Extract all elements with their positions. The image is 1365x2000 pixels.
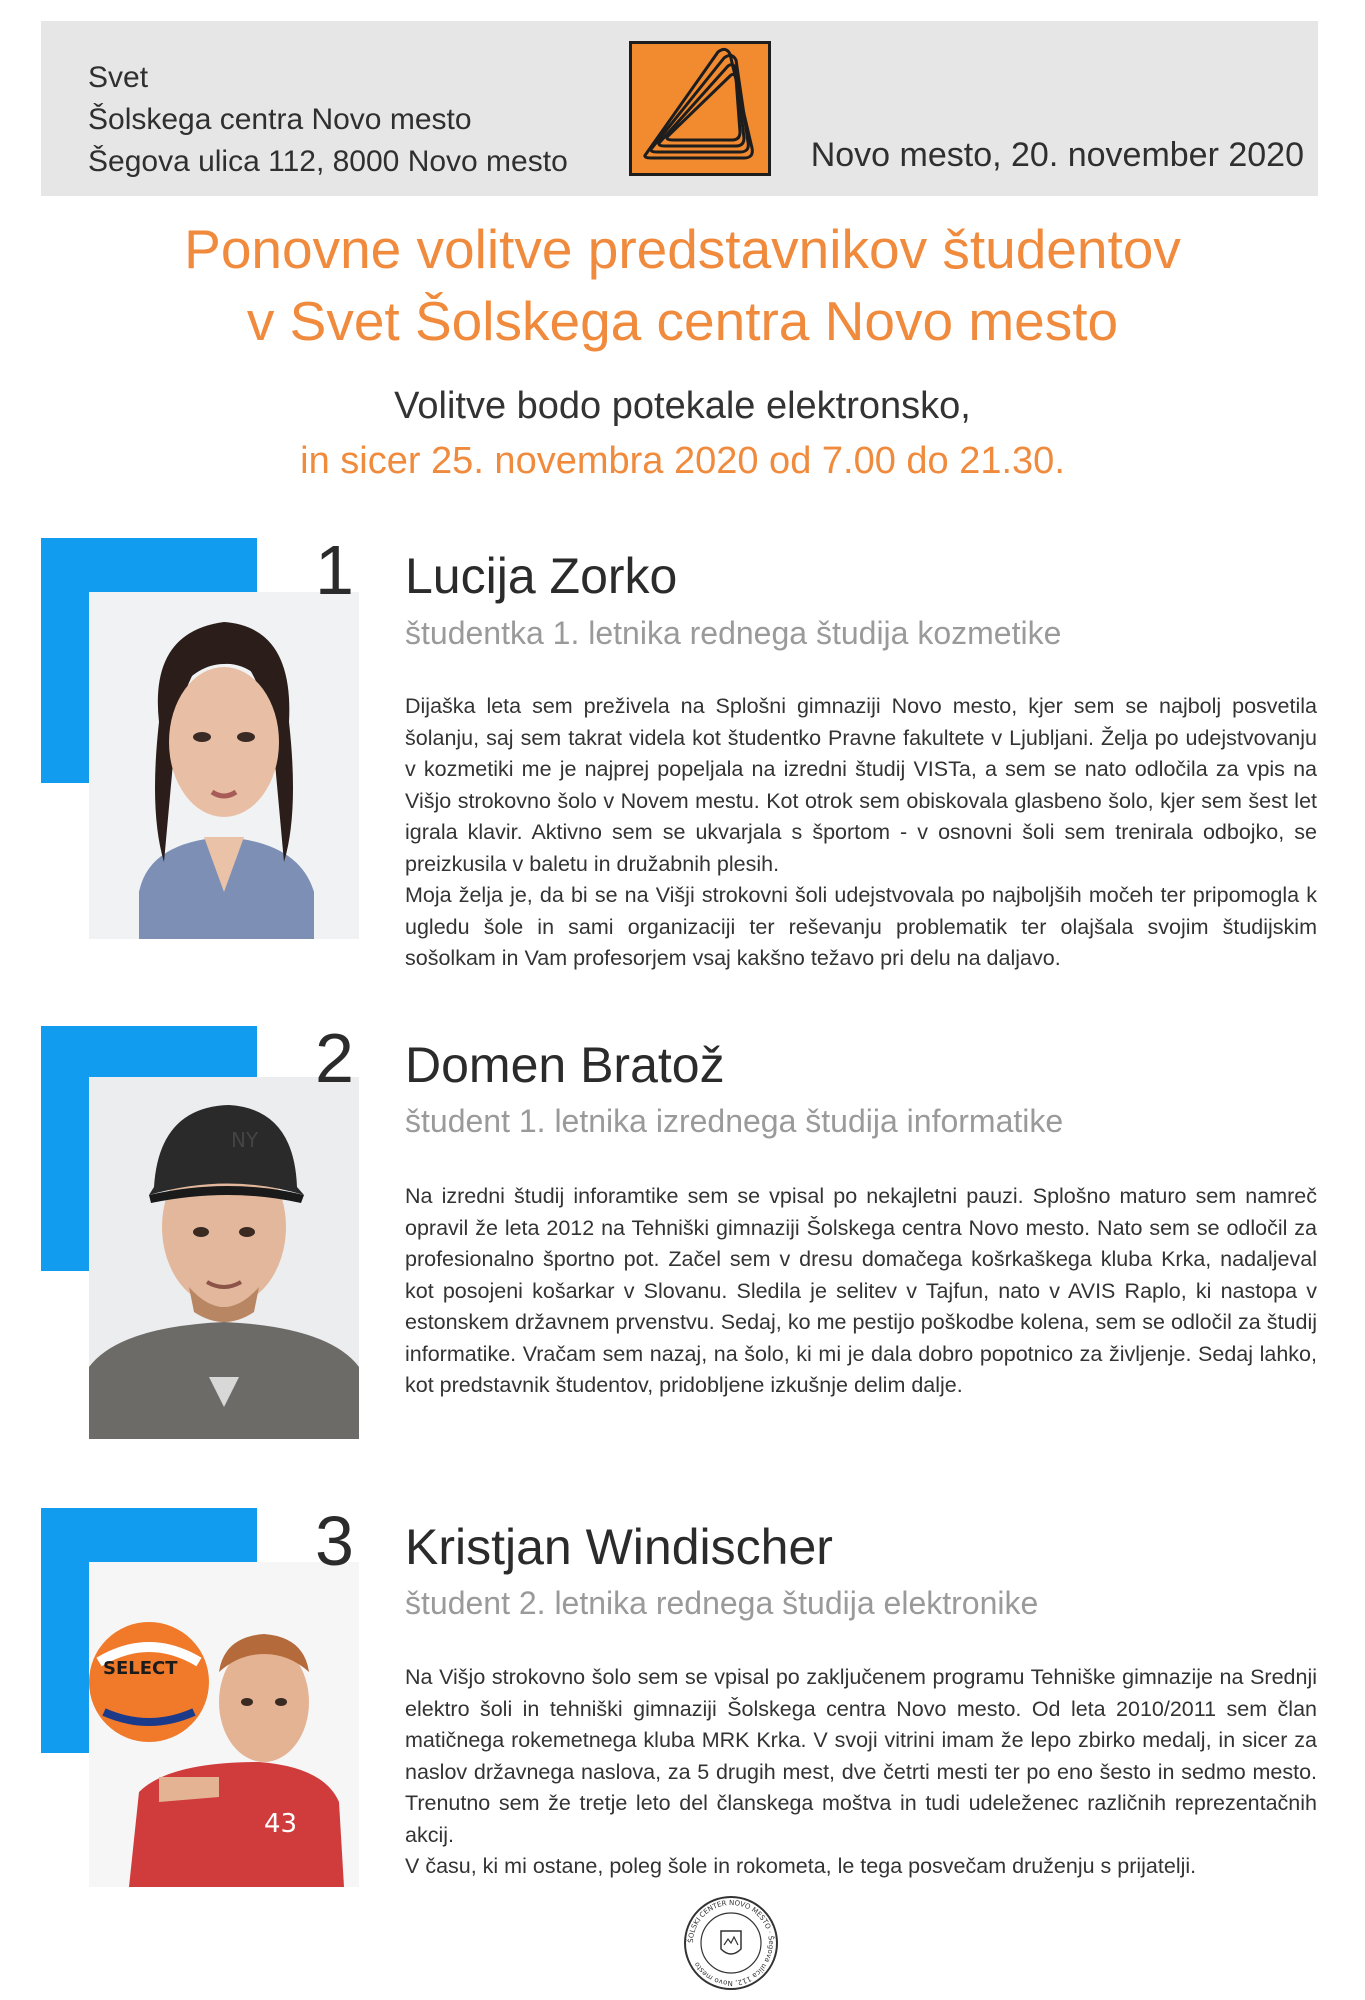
school-logo [629, 41, 771, 176]
letterhead [41, 21, 1318, 196]
candidate-number: 2 [315, 1019, 354, 1097]
ball-text: SELECT [103, 1658, 178, 1679]
sender-line-1: Svet [88, 61, 149, 94]
seal-icon [681, 1893, 781, 1993]
sender-line-2: Šolskega centra Novo mesto [88, 103, 472, 136]
letter-date: Novo mesto, 20. november 2020 [810, 136, 1304, 174]
candidate-photo [89, 592, 359, 939]
bio-paragraph: V času, ki mi ostane, poleg šole in rokometa, le tega posvečam druženju s prijatelji. [405, 1854, 1197, 1878]
subtitle-line-1: Volitve bodo potekale elektronsko, [394, 385, 971, 427]
candidate-name: Lucija Zorko [405, 548, 678, 604]
subtitle-line-2: in sicer 25. novembra 2020 od 7.00 do 21.30. [300, 440, 1065, 482]
candidate-bio [405, 1662, 1317, 1883]
seal-text: ŠOLSKI CENTER NOVO MESTO · Šegova ulica 112, Novo mesto [686, 1898, 776, 1988]
candidate-number: 1 [315, 531, 354, 609]
candidate-number: 3 [315, 1502, 354, 1580]
candidate-photo [89, 1562, 359, 1887]
school-seal [681, 1893, 781, 1993]
bio-paragraph: Na Višjo strokovno šolo sem se vpisal po zaključenem programu Tehniške gimnazije na Srednji elektro šoli in tehniški gimnaziji Šolskega centra Novo mesto. Od leta 2010/2011 sem član matičnega rokemetnega kluba MRK Krka. V svoji vitrini imam že lepo zbirko medalj, in sicer za naslov državnega naslova, za 5 drugih mest, dve četrti mesti ter po eno šesto in sedmo mesto. Trenutno sem že tretje leto del članskega moštva in tudi udeleženec različnih reprezentačnih akcij. [405, 1665, 1317, 1847]
candidate-name: Kristjan Windischer [405, 1519, 833, 1575]
bio-paragraph: Na izredni študij inforamtike sem se vpisal po nekajletni pauzi. Splošno maturo sem namreč opravil že leta 2012 na Tehniški gimnaziji Šolskega centra Novo mesto. Nato sem se odločil za profesionalno športno pot. Začel sem v dresu domačega košrkaškega kluba Krka, nadaljeval kot posojeni košarkar v Slovanu. Sledila je selitev v Tajfun, nato v AVIS Raplo, ki nastopa v estonskem državnem prvenstvu. Sedaj, ko me pestijo poškodbe kolena, sem se odločil za študij informatike. Vračam sem nazaj, na šolo, ki mi je dala dobro popotnico za življenje. Sedaj lahko, kot predstavnik študentov, pridobljene izkušnje delim dalje. [405, 1184, 1317, 1397]
bio-paragraph: Moja želja je, da bi se na Višji strokovni šoli udejstvovala po najboljših močeh ter pripomogla k ugledu šole in sami organizaciji ter reševanju problematik ter olajšala svojim študijskim sošolkam in Vam profesorjem vsaj kakšno težavo pri delu na daljavo. [405, 883, 1317, 970]
portrait-icon [89, 592, 359, 939]
candidate-role: študent 1. letnika izrednega študija informatike [405, 1103, 1064, 1139]
main-title-line-1: Ponovne volitve predstavnikov študentov [184, 218, 1181, 280]
candidate-photo [89, 1077, 359, 1439]
candidate-name: Domen Bratož [405, 1037, 725, 1093]
cap-text: NY [231, 1128, 259, 1152]
candidate-role: študent 2. letnika rednega študija elektronike [405, 1585, 1039, 1621]
bio-paragraph: Dijaška leta sem preživela na Splošni gimnaziji Novo mesto, kjer sem se najbolj posvetila šolanju, saj sem takrat videla kot študentko Pravne fakultete v Ljubljani. Želja po udejstvovanju v kozmetiki me je najprej popeljala na izredni študij VISTa, a sem se nato odločila za vpis na Višjo strokovno šolo v Novem mestu. Kot otrok sem obiskovala glasbeno šolo, kjer sem šest let igrala klavir. Aktivno sem se ukvarjala s športom - v osnovni šoli sem trenirala odbojko, se preizkusila v baletu in družabnih plesih. [405, 694, 1317, 876]
candidate-role: študentka 1. letnika rednega študija kozmetike [405, 615, 1062, 651]
main-title-line-2: v Svet Šolskega centra Novo mesto [246, 290, 1119, 352]
portrait-icon [89, 1077, 359, 1439]
candidate-bio [405, 691, 1317, 975]
candidate-bio [405, 1181, 1317, 1402]
jersey-number: 43 [264, 1809, 298, 1839]
sender-line-3: Šegova ulica 112, 8000 Novo mesto [88, 145, 568, 178]
sender-address [88, 57, 568, 183]
triangles-logo-icon [632, 44, 768, 173]
portrait-icon [89, 1562, 359, 1887]
